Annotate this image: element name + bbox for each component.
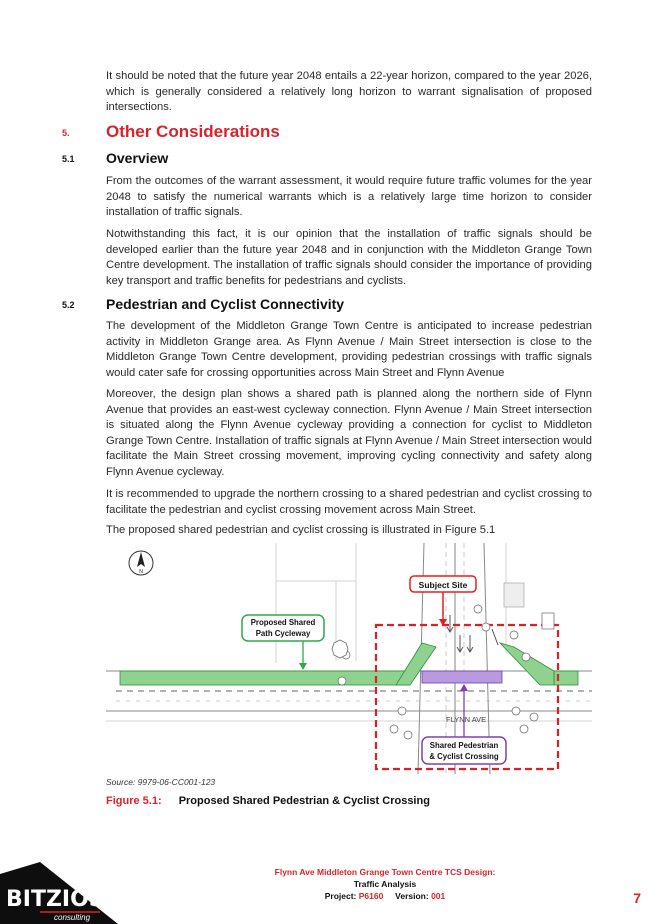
shared-crossing-area bbox=[422, 671, 502, 683]
version-value: 001 bbox=[431, 891, 446, 901]
caption-label: Figure 5.1: bbox=[106, 795, 162, 807]
street-label: FLYNN AVE bbox=[446, 715, 487, 724]
bitzios-logo bbox=[0, 862, 140, 924]
footer-subtitle: Traffic Analysis bbox=[353, 879, 417, 889]
svg-text:Path Cycleway: Path Cycleway bbox=[255, 629, 311, 638]
footer-title: Flynn Ave Middleton Grange Town Centre TCS Design: bbox=[274, 867, 496, 877]
svg-text:consulting: consulting bbox=[54, 913, 91, 922]
project-value: P6160 bbox=[358, 891, 384, 901]
svg-text:Shared Pedestrian: Shared Pedestrian bbox=[429, 741, 499, 750]
page-number: 7 bbox=[633, 890, 641, 906]
footer-project bbox=[150, 891, 620, 901]
section-title: Pedestrian and Cyclist Connectivity bbox=[106, 296, 345, 312]
section-title: Overview bbox=[106, 150, 169, 166]
connectivity-paragraph-1: The development of the Middleton Grange Town Centre is anticipated to increase pedestrian activity in Middleton Grange area. As Flynn Avenue / Main Street intersection is close to the Middleton Grange Town Centre development, providing pedestrian crossings with traffic signals would cater safe for crossing opportunities across Main Street and Flynn Avenue bbox=[106, 320, 592, 379]
figure-source: Source: 9979-06-CC001-123 bbox=[106, 777, 216, 787]
connectivity-paragraph-2: Moreover, the design plan shows a shared path is planned along the northern side of Flynn Avenue that provides an east-west cycleway connection. Flynn Avenue / Main Street intersection is situated along the Flynn Avenue cycleway providing a connection for cyclist to Middleton Grange Town Centre. Installation of traffic signals at Flynn Avenue / Main Street intersection would facilitate the Main Street crossing movement, improving cycling connectivity and safety along Flynn Avenue cycleway. bbox=[106, 388, 592, 478]
project-label: Project: bbox=[324, 891, 357, 901]
signal-pole-icon bbox=[542, 613, 554, 629]
section-number: 5.1 bbox=[62, 154, 75, 164]
svg-text:& Cyclist Crossing: & Cyclist Crossing bbox=[429, 752, 499, 761]
north-arrow-icon bbox=[129, 551, 153, 575]
pedestrian-sign-icon bbox=[504, 583, 524, 607]
svg-text:Proposed Shared: Proposed Shared bbox=[250, 618, 316, 627]
section-number: 5.2 bbox=[62, 300, 75, 310]
sign-icon bbox=[332, 640, 348, 658]
svg-text:Subject Site: Subject Site bbox=[418, 580, 468, 590]
version-label: Version: bbox=[395, 891, 429, 901]
intro-paragraph: It should be noted that the future year 2048 entails a 22-year horizon, compared to the year 2026, which is generally considered a relatively long horizon to warrant signalisation of proposed intersections. bbox=[106, 70, 592, 114]
intersection-plan-figure bbox=[106, 543, 592, 774]
figure-caption bbox=[106, 795, 430, 807]
section-title: Other Considerations bbox=[106, 122, 280, 141]
svg-text:N: N bbox=[139, 569, 143, 575]
overview-paragraph-2: Notwithstanding this fact, it is our opinion that the installation of traffic signals should be developed earlier than the future year 2048 and in conjunction with the Middleton Grange Town Centre development. The installation of traffic signals should consider the importance of providing key transport and traffic benefits for pedestrians and cyclists. bbox=[106, 228, 592, 287]
connectivity-paragraph-4: The proposed shared pedestrian and cyclist crossing is illustrated in Figure 5.1 bbox=[106, 524, 496, 536]
svg-text:BITZIOS: BITZIOS bbox=[6, 887, 105, 912]
connectivity-paragraph-3: It is recommended to upgrade the northern crossing to a shared pedestrian and cyclist crossing to facilitate the pedestrian and cyclist crossing movement across Main Street. bbox=[106, 488, 592, 516]
section-number: 5. bbox=[62, 128, 70, 138]
caption-text: Proposed Shared Pedestrian & Cyclist Crossing bbox=[178, 795, 430, 807]
overview-paragraph-1: From the outcomes of the warrant assessment, it would require future traffic volumes for the year 2048 to satisfy the numerical warrants which is a relatively large time horizon to consider installation of traffic signals. bbox=[106, 175, 592, 219]
